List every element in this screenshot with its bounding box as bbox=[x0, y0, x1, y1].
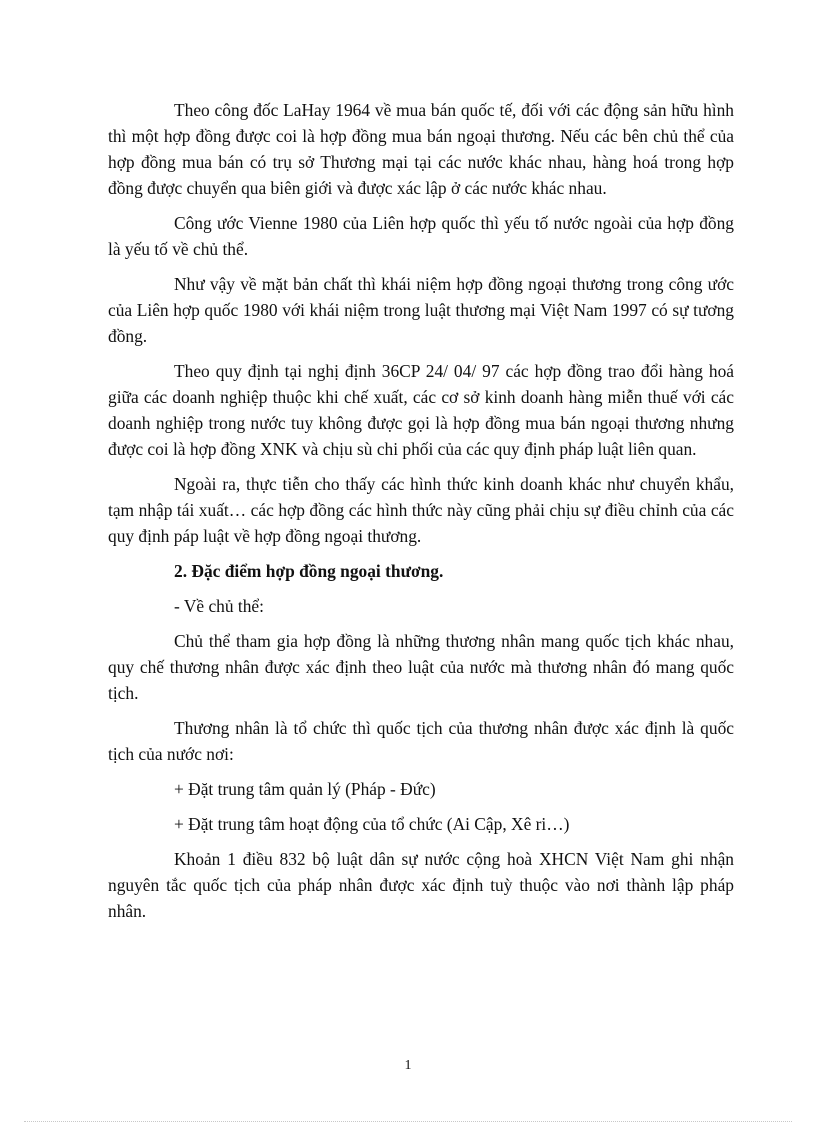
paragraph-vienna-convention: Công ước Vienne 1980 của Liên hợp quốc thì yếu tố nước ngoài của hợp đồng là yếu tố về chủ thể. bbox=[108, 213, 734, 259]
page-bottom-divider bbox=[24, 1121, 792, 1122]
paragraph-lahay-convention: Theo công đốc LaHay 1964 về mua bán quốc tế, đối với các động sản hữu hình thì một hợp đồng được coi là hợp đồng mua bán ngoại thương. Nếu các bên chủ thể của hợp đồng mua bán có trụ sở Thương mại tại các nước khác nhau, hàng hoá trong hợp đồng được chuyển qua biên giới và được xác lập ở các nước khác nhau. bbox=[108, 100, 734, 198]
list-item-management-center: + Đặt trung tâm quản lý (Pháp - Đức) bbox=[174, 779, 436, 799]
subheading-subject: - Về chủ thể: bbox=[174, 596, 264, 616]
paragraph-subject-definition: Chủ thể tham gia hợp đồng là những thương nhân mang quốc tịch khác nhau, quy chế thương nhân được xác định theo luật của nước mà thương nhân đó mang quốc tịch. bbox=[108, 631, 734, 703]
paragraph-civil-code: Khoản 1 điều 832 bộ luật dân sự nước cộng hoà XHCN Việt Nam ghi nhận nguyên tắc quốc tịch của pháp nhân được xác định tuỳ thuộc vào nơi thành lập pháp nhân. bbox=[108, 849, 734, 921]
paragraph-nationality: Thương nhân là tổ chức thì quốc tịch của thương nhân được xác định là quốc tịch của nước nơi: bbox=[108, 718, 734, 764]
list-item-operation-center: + Đặt trung tâm hoạt động của tổ chức (Ai Cập, Xê ri…) bbox=[174, 814, 570, 834]
document-body bbox=[108, 97, 734, 933]
page-number: 1 bbox=[404, 1058, 412, 1073]
paragraph-other-forms: Ngoài ra, thực tiễn cho thấy các hình thức kinh doanh khác như chuyển khẩu, tạm nhập tái xuất… các hợp đồng các hình thức này cũng phải chịu sự điều chỉnh của các quy định páp luật về hợp đồng ngoại thương. bbox=[108, 474, 734, 546]
section-heading: 2. Đặc điểm hợp đồng ngoại thương. bbox=[174, 561, 444, 581]
paragraph-comparison: Như vậy về mặt bản chất thì khái niệm hợp đồng ngoại thương trong công ước của Liên hợp quốc 1980 với khái niệm trong luật thương mại Việt Nam 1997 có sự tương đồng. bbox=[108, 274, 734, 346]
paragraph-decree-36cp: Theo quy định tại nghị định 36CP 24/ 04/ 97 các hợp đồng trao đổi hàng hoá giữa các doanh nghiệp thuộc khi chế xuất, các cơ sở kinh doanh hàng miễn thuế với các doanh nghiệp trong nước tuy không được gọi là hợp đồng mua bán ngoại thương nhưng được coi là hợp đồng XNK và chịu sù chi phối của các quy định pháp luật liên quan. bbox=[108, 361, 734, 459]
